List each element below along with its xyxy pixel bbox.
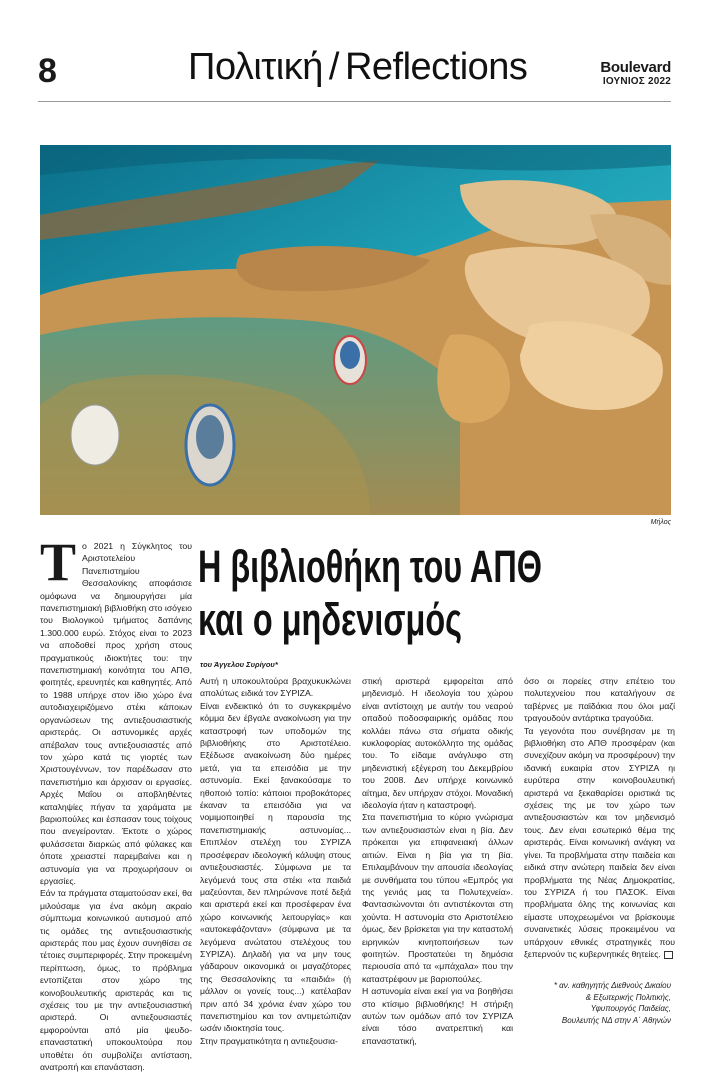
paragraph-text: Τα γεγονότα που συνέβησαν με τη βιβλιοθήκη στο ΑΠΘ προσφέραν (και συνεχίζουν ακόμη να προσφέρουν) την ιδανική ευκαιρία στον ΣΥΡΙΖΑ ηι ευρύτερα στην κοινοβουλευτική αριστερά να ξεκαθαρίσει οριστικά τις σχέσεις της με τον χώρο των αντιεξουσιαστών και τον μηδενισμό τους. Δεν είναι εσωτερικό θέμα της αριστεράς. Είναι κοινωνική ανάγκη να γίνει. Τα προβλήματα στην παιδεία και ειδικά στην ανώτερη παιδεία δεν είναι προβλήματα της Νέας Δημοκρατίας, του ΣΥΡΙΖΑ ή του ΠΑΣΟΚ. Είναι προβλήματα όλης της κοινωνίας και είμαστε υποχρεωμένοι να βρίσκουμε συναινετικές λύσεις προκειμένου να υπάρχουν εθνικές στρατηγικές που ξεπερνούν τις κυβερνητικές θητείες.: [524, 725, 675, 959]
drop-cap: Τ: [40, 532, 77, 592]
author-note-line: Βουλευτής ΝΔ στην Α΄ Αθηνών: [561, 1015, 671, 1025]
paragraph: στική αριστερά εμφορείται από μηδενισμό. Η ιδεολογία του χώρου είναι αντίστοιχη με αυτήν του νεαρού οπαδού ποδοσφαιρικής ομάδας που κολλάει πάνω στα σήματα οδικής κυκλοφορίας αυτοκόλλητο της ομάδας του. Το είδαμε ανάγλυφο στη μηδενιστική εξέγερση του Δεκεμβρίου του 2008. Δεν υπήρχε κοινωνικό αίτημα, δεν υπήρχαν στόχοι. Μοναδική ιδεολογία ήταν η καταστροφή.: [362, 676, 513, 811]
article-column-4: [524, 675, 675, 960]
article-column-1: [40, 532, 192, 1073]
paragraph: Είναι ενδεικτικό ότι το συγκεκριμένο κόμμα δεν έβγαλε ανακοίνωση για την καταστροφή των υποδομών της βιβλιοθήκης στο Αριστοτέλειο. Εξέδωσε ανακοίνωση δύο ημέρες μετά, για τα επεισόδια με την αστυνομία. Εκεί ξανακούσαμε το ηθοποιό τοπίο: κάποιοι προβοκάτορες έκαναν τα επεισόδια για να νομιμοποιηθεί η παρουσία της πανεπιστημιακής αστυνομίας... Επιπλέον στελέχη του ΣΥΡΙΖΑ προσέφεραν ιδεολογική κάλυψη στους αντιεξουσιαστές. Σύμφωνα με τα λεγόμενά τους στα στέκι «τα παιδιά μαζεύονται, δεν πληρώνονε ποτέ δεξιά και αριστερά εκεί και προσέφεραν ένα χώρο κοινωνικής λειτουργίας» και «αυτοκεφάζονταν» (σύμφωνα με τα λεγόμενα ανώτατου στελέχους του ΣΥΡΙΖΑ). Δηλαδή για να μην τους γάδαρουν οικονομικά οι μαγαζότορες της Θεσσαλονίκης τα «παιδιά» (ή μάλλον οι γονείς τους...) κατέλαβαν πριν από 34 χρόνια έναν χώρο του πανεπιστημίου και τον αντιμετώπιζαν ωσάν ιδιοκτησία τους.: [200, 700, 351, 1034]
author-note: [471, 980, 671, 1026]
paragraph: Στα πανεπιστήμια το κύριο γνώρισμα των αντιεξουσιαστών είναι η βία. Δεν πρόκειται για επιφανειακή άλλων αιτιών. Είναι η βία για τη βία. Επιλαμβάνουν την απουσία ιδεολογίας με συνθήματα του τύπου «Εμπρός για της γενιάς μας τα Πολυτεχνεία». Φαντασιώνονται ότι αντιστέκονται στη χούντα. Η αστυνομία στο Αριστοτέλειο όμως, δεν βρίσκεται για την καταστολή ειρηνικών κινητοποιήσεων των φοιτητών. Προστατεύει τη δημόσια περιουσία από τα «μπάχαλα» που την καταστρέφουν με βαριοπούλες.: [362, 812, 513, 984]
paragraph: Η αστυνομία είναι εκεί για να βοηθήσει στο κτίσιμο βιβλιοθήκης! Η στήριξη αυτών των ομάδων από τον ΣΥΡΙΖΑ είναι τόσο ανατρεπτική και επαναστατική,: [362, 986, 513, 1046]
end-of-article-icon: [664, 951, 673, 959]
author-note-line: * αν. καθηγητής Διεθνούς Δικαίου: [553, 981, 671, 990]
photo-caption: Μήλος: [650, 519, 671, 526]
paragraph: όσο οι πορείες στην επέτειο του πολυτεχνείου που καταλήγουν σε ταβέρνες με παϊδάκια που όλοι μαζί τραγουδούν αντάρτικα τραγούδια.: [524, 676, 675, 724]
paragraph: Εάν τα πράγματα σταματούσαν εκεί, θα μιλούσαμε για ένα ακόμη ακραίο σύμπτωμα κοινωνικού αυτισμού από τις ομάδες της αντιεξουσιαστικής αριστεράς που μας έχουν συνηθίσει σε τέτοιες συμπεριφορές. Στην προκειμένη περίπτωση, όμως, το πρόβλημα εντοπίζεται στον χώρο της κοινοβουλευτικής αριστεράς και τις σχέσεις του με την αντιεξουσιαστική αριστερά. Οι αντιεξουσιαστές εμφορούνται από μία ψευδο-επαναστατική υποκουλτούρα που υποθέτει ότι συμβολίζει αντίσταση, ανατροπή και επανάσταση.: [40, 888, 192, 1073]
byline: του Άγγελου Συρίγου*: [200, 660, 278, 669]
paragraph: ο 2021 η Σύγκλητος του Αριστοτελείου Πανεπιστημίου Θεσσαλονίκης αποφάσισε ομόφωνα να δημιουργήσει μία πανεπιστημιακή βιβλιοθήκη στο ισόγειο του Βιολογικού τμήματος δαπάνης 1.300.000 ευρώ. Στόχος είναι το 2023 να αποδοθεί προς χρήση στους πραγματικούς ιδιοκτήτες του: την πανεπιστημιακή κοινότητα του ΑΠΘ, φοιτητές, ερευνητές και καθηγητές. Από το 1988 υπήρχε στον ίδιο χώρο ένα αυτοδιαχειριζόμενο στέκι κάποιων οργανώσεων της αντιεξουσιαστικής αριστεράς. Οι αστυνομικές αρχές απέβαλαν τους αντιεξουσιαστές από τον χώρο κατά τις γιορτές των Χριστουγέννων, τον παρέδωσαν στο πανεπιστήμιο και άρχισαν οι εργασίες. Αρχές Μαΐου οι αποβληθέντες καταληψίες πήγαν τα χαράματα με βαριοπούλες και έσπασαν τους τοίχους που ανεγείρονταν. Έκτοτε ο χώρος φυλάσσεται διαρκώς από φύλακες και όποτε χρειαστεί παρεμβαίνει και η αστυνομία για να προχωρήσουν οι εργασίες.: [40, 541, 192, 886]
paragraph: [524, 725, 675, 961]
page-number: 8: [38, 52, 56, 90]
brand-block: [600, 60, 671, 88]
author-note-line: Υφυπουργός Παιδείας,: [590, 1004, 671, 1013]
section-title: [188, 46, 527, 89]
headline-line-1: Η βιβλιοθήκη του ΑΠΘ: [198, 541, 542, 592]
article-photo: [40, 145, 671, 515]
paragraph: Στην πραγματικότητα η αντιεξουσια-: [200, 1035, 338, 1046]
article-column-2: [200, 675, 351, 1047]
brand-name: Boulevard: [600, 59, 671, 76]
header-rule: [38, 101, 671, 102]
article-headline: [198, 540, 544, 646]
author-note-line: & Εξωτερικής Πολιτικής,: [585, 992, 671, 1002]
paragraph: Αυτή η υποκουλτούρα βραχυκυκλώνει απολύτως ειδικά τον ΣΥΡΙΖΑ.: [200, 676, 351, 699]
headline-line-2: και ο μηδενισμός: [198, 594, 463, 645]
section-slash: /: [328, 46, 339, 88]
section-title-left: Πολιτική: [188, 46, 323, 88]
section-title-right: Reflections: [344, 46, 528, 88]
coast-illustration: [40, 145, 671, 515]
issue-date: ΙΟΥΝΙΟΣ 2022: [602, 76, 671, 87]
